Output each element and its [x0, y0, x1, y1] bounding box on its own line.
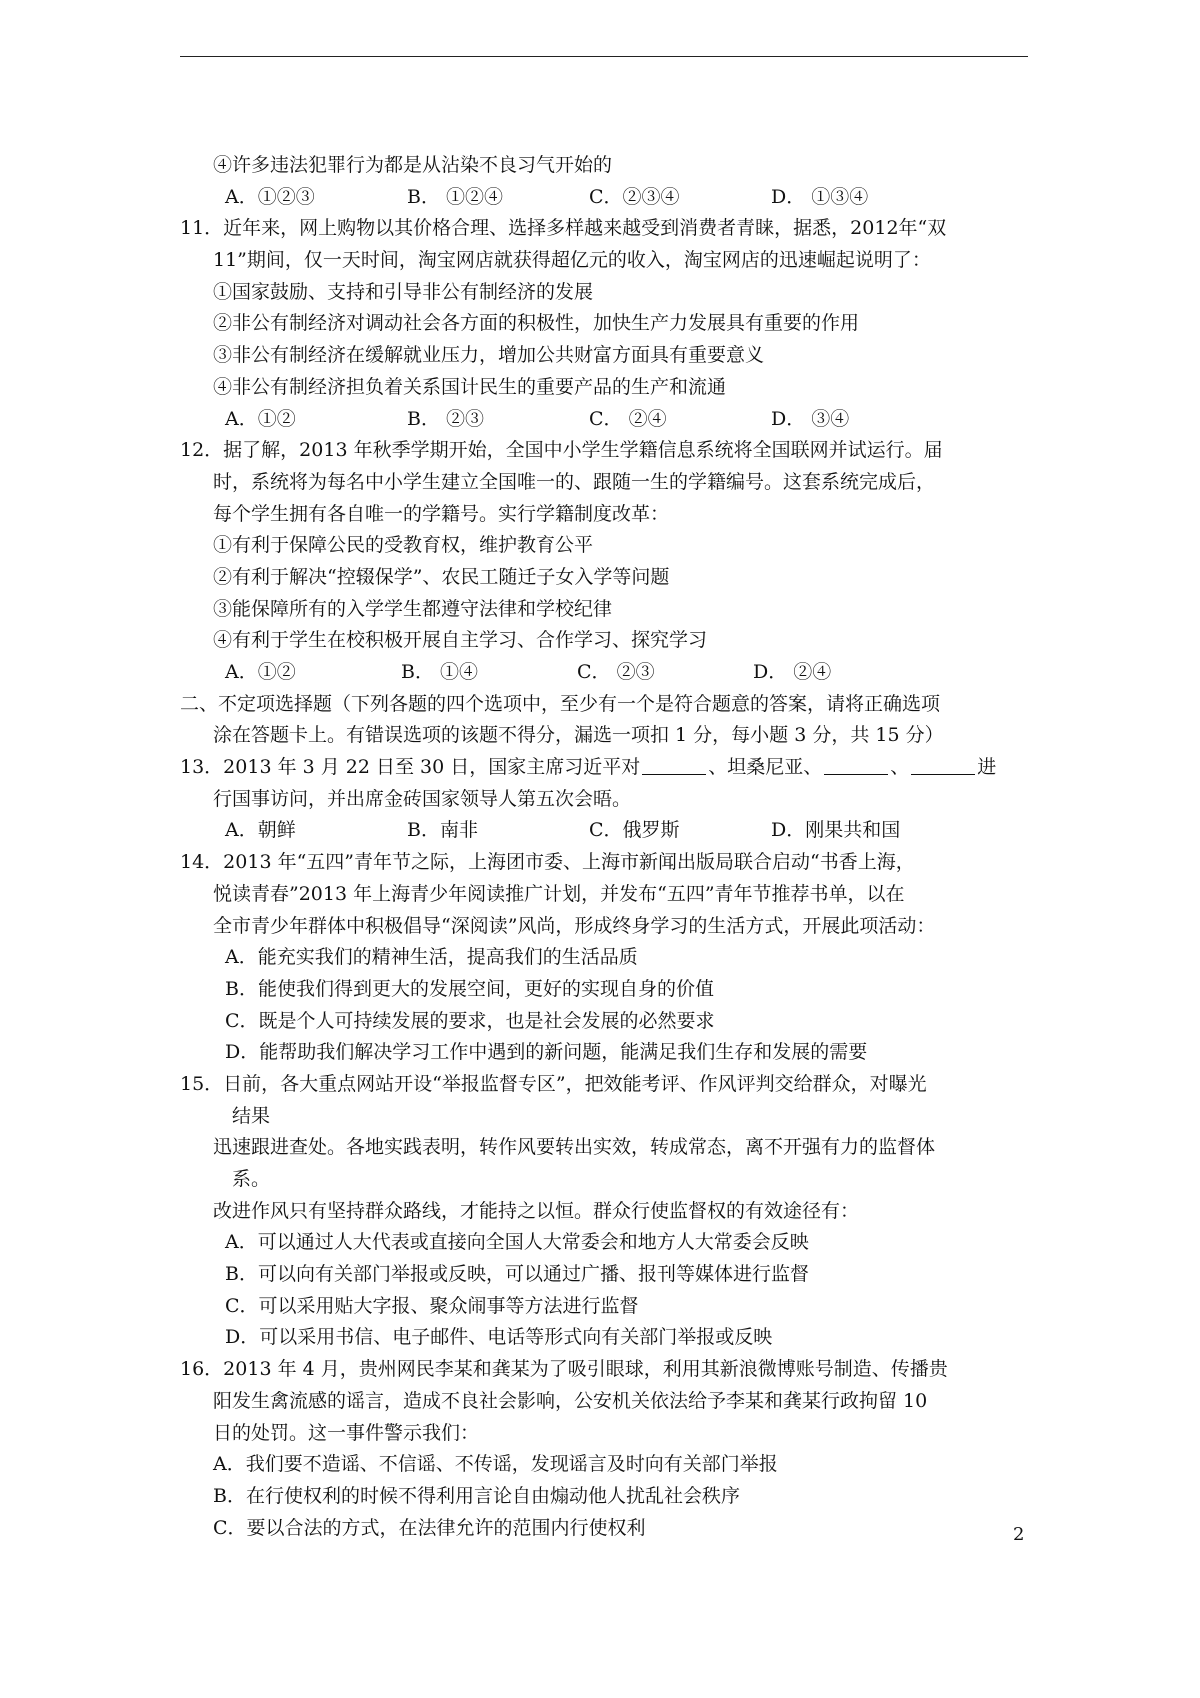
- q15-stem-line-4: 系。: [232, 1168, 271, 1190]
- q13-stem-part-1: 13．2013 年 3 月 22 日至 30 日，国家主席习近平对: [180, 756, 641, 779]
- q13-stem-part-4: 进: [977, 756, 997, 779]
- q12-item-1: ①有利于保障公民的受教育权，维护教育公平: [213, 534, 594, 557]
- q10-option-d: D． ①③④: [771, 185, 869, 208]
- q15-stem-line-5: 改进作风只有坚持群众路线，才能持之以恒。群众行使监督权的有效途径有：: [213, 1199, 860, 1222]
- q12-stem-line-2: 时，系统将为每名中小学生建立全国唯一的、跟随一生的学籍编号。这套系统完成后，: [213, 470, 936, 493]
- q12-stem-line-3: 每个学生拥有各自唯一的学籍号。实行学籍制度改革：: [213, 502, 670, 525]
- q11-option-a: A．①②: [225, 407, 296, 430]
- q16-stem-line-1: 16．2013 年 4 月，贵州网民李某和龚某为了吸引眼球，利用其新浪微博账号制造、传播贵: [180, 1358, 948, 1381]
- q12-options: [180, 657, 1040, 689]
- q15-option-d: D．可以采用书信、电子邮件、电话等形式向有关部门举报或反映: [225, 1326, 773, 1349]
- q14-stem-line-2: 悦读青春”2013 年上海青少年阅读推广计划，并发布“五四”青年节推荐书单，以在: [213, 882, 905, 905]
- q13-stem-line-1: [180, 752, 1040, 784]
- q14-option-a: A．能充实我们的精神生活，提高我们的生活品质: [225, 946, 638, 969]
- q16-option-b: B．在行使权利的时候不得利用言论自由煽动他人扰乱社会秩序: [213, 1484, 740, 1507]
- q16-option-c: C．要以合法的方式，在法律允许的范围内行使权利: [213, 1516, 646, 1539]
- q13-option-b: B．南非: [407, 819, 478, 842]
- q10-option-c: C．②③④: [589, 185, 680, 208]
- q13-blank-3: [911, 754, 975, 775]
- q12-stem-line-1: 12．据了解，2013 年秋季学期开始，全国中小学生学籍信息系统将全国联网并试运行。届: [180, 439, 943, 462]
- q14-option-c: C．既是个人可持续发展的要求，也是社会发展的必然要求: [225, 1009, 715, 1032]
- q11-item-1: ①国家鼓励、支持和引导非公有制经济的发展: [213, 280, 594, 303]
- q11-item-3: ③非公有制经济在缓解就业压力，增加公共财富方面具有重要意义: [213, 344, 765, 367]
- page-number: 2: [1013, 1524, 1025, 1545]
- page-content: [180, 150, 1040, 1544]
- section-2-heading-line-2: 涂在答题卡上。有错误选项的该题不得分，漏选一项扣 1 分，每小题 3 分，共 15 分）: [213, 724, 944, 747]
- q12-item-4: ④有利于学生在校积极开展自主学习、合作学习、探究学习: [213, 629, 708, 652]
- q14-option-b: B．能使我们得到更大的发展空间，更好的实现自身的价值: [225, 977, 714, 1000]
- q14-option-d: D．能帮助我们解决学习工作中遇到的新问题，能满足我们生存和发展的需要: [225, 1041, 868, 1064]
- q11-stem-line-2: 11”期间，仅一天时间，淘宝网店就获得超亿元的收入，淘宝网店的迅速崛起说明了：: [213, 249, 931, 272]
- q11-option-d: D． ③④: [771, 407, 850, 430]
- q13-option-a: A．朝鲜: [225, 819, 296, 842]
- q15-option-a: A．可以通过人大代表或直接向全国人大常委会和地方人大常委会反映: [225, 1231, 809, 1254]
- q14-stem-line-3: 全市青少年群体中积极倡导“深阅读”风尚，形成终身学习的生活方式，开展此项活动：: [213, 914, 936, 937]
- q16-stem-line-2: 阳发生禽流感的谣言，造成不良社会影响，公安机关依法给予李某和龚某行政拘留 10: [213, 1389, 928, 1412]
- q13-stem-line-2: 行国事访问，并出席金砖国家领导人第五次会晤。: [213, 787, 632, 810]
- q13-option-d: D．刚果共和国: [771, 819, 901, 842]
- q16-option-a: A．我们要不造谣、不信谣、不传谣，发现谣言及时向有关部门举报: [213, 1453, 778, 1476]
- section-2-heading-line-1: 二、不定项选择题（下列各题的四个选项中，至少有一个是符合题意的答案，请将正确选项: [180, 692, 941, 715]
- q12-option-b: B． ①④: [401, 661, 479, 683]
- q15-option-b: B．可以向有关部门举报或反映，可以通过广播、报刊等媒体进行监督: [225, 1263, 809, 1286]
- q10-option-b: B． ①②④: [407, 185, 504, 208]
- q15-stem-line-3: 迅速跟进查处。各地实践表明，转作风要转出实效，转成常态，离不开强有力的监督体: [213, 1136, 936, 1159]
- q12-option-d: D． ②④: [753, 661, 832, 683]
- q10-item-4: ④许多违法犯罪行为都是从沾染不良习气开始的: [213, 154, 613, 176]
- q13-blank-2: [824, 754, 888, 775]
- q11-option-b: B． ②③: [407, 407, 485, 430]
- q13-stem-part-3: 、: [890, 756, 910, 779]
- q15-option-c: C．可以采用贴大字报、聚众闹事等方法进行监督: [225, 1294, 639, 1317]
- q16-stem-line-3: 日的处罚。这一事件警示我们：: [213, 1421, 480, 1444]
- q10-option-a: A．①②③: [225, 185, 315, 208]
- q12-item-2: ②有利于解决“控辍保学”、农民工随迁子女入学等问题: [213, 565, 670, 588]
- q11-stem-line-1: 11．近年来，网上购物以其价格合理、选择多样越来越受到消费者青睐，据悉，2012年“双: [180, 217, 947, 240]
- q11-option-c: C． ②④: [589, 407, 667, 430]
- q15-stem-line-1: 15．日前，各大重点网站开设“举报监督专区”，把效能考评、作风评判交给群众，对曝光: [180, 1072, 927, 1095]
- q12-option-c: C． ②③: [577, 661, 655, 683]
- header-rule: [180, 56, 1028, 57]
- q13-stem-part-2: 、坦桑尼亚、: [708, 756, 823, 779]
- q11-options: [180, 404, 1040, 436]
- q15-stem-line-2: 结果: [232, 1104, 271, 1127]
- q14-stem-line-1: 14．2013 年“五四”青年节之际，上海团市委、上海市新闻出版局联合启动“书香上海，: [180, 851, 915, 874]
- q10-options: [180, 182, 1040, 214]
- q12-option-a: A．①②: [225, 661, 296, 683]
- q13-options: [180, 815, 1040, 847]
- q11-item-2: ②非公有制经济对调动社会各方面的积极性，加快生产力发展具有重要的作用: [213, 312, 860, 335]
- q11-item-4: ④非公有制经济担负着关系国计民生的重要产品的生产和流通: [213, 375, 727, 398]
- q13-blank-1: [642, 754, 706, 775]
- q12-item-3: ③能保障所有的入学学生都遵守法律和学校纪律: [213, 597, 613, 620]
- q13-option-c: C．俄罗斯: [589, 819, 680, 842]
